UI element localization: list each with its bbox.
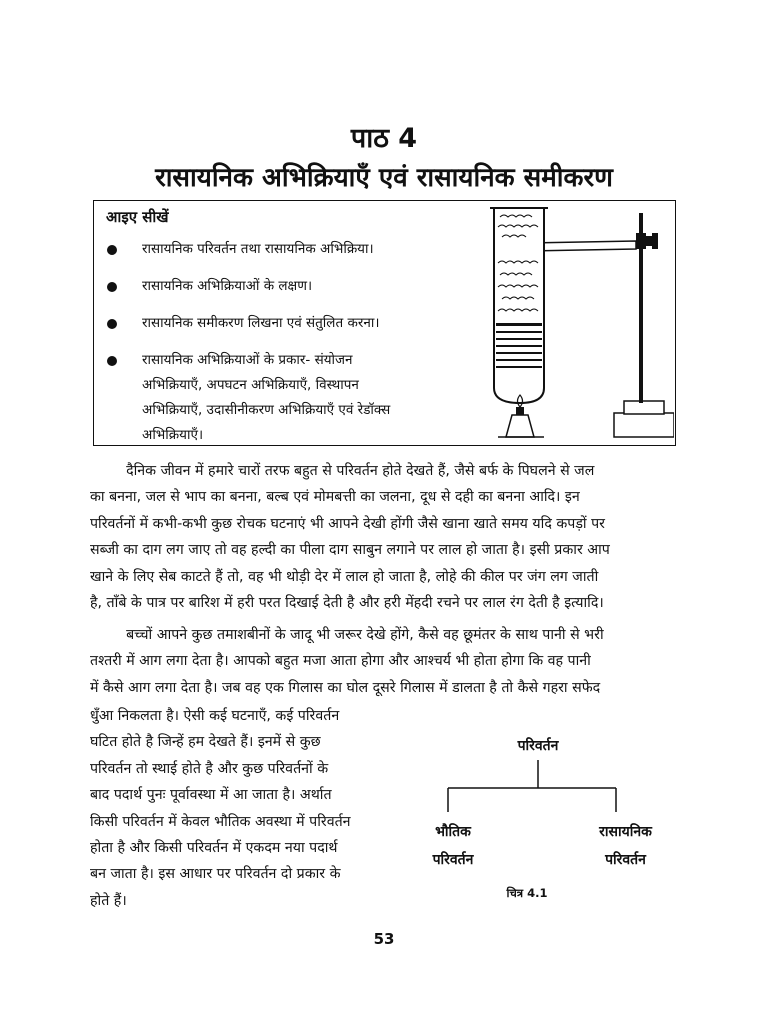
objective-item: रासायनिक अभिक्रियाओं के लक्षण। bbox=[102, 274, 452, 299]
bullet-icon bbox=[107, 245, 117, 255]
figure-caption: चित्र 4.1 bbox=[506, 886, 548, 900]
chapter-number: पाठ 4 bbox=[350, 123, 418, 154]
objectives-list bbox=[102, 237, 452, 460]
test-tube-apparatus-illustration bbox=[484, 203, 674, 443]
diagram-chemical-change-node: रासायनिक परिवर्तन bbox=[599, 824, 652, 868]
bullet-icon bbox=[107, 282, 117, 292]
paragraph-types-of-change: धुँआ निकलता है। ऐसी कई घटनाएँ, कई परिवर्तन घटित होते है जिन्हें हम देखते हैं। इनमें से कुछ परिवर्तन तो स्थाई होते है और कुछ परिवर्तनों के बाद पदार्थ पुनः पूर्वावस्था में आ जाता है। अर्थात किसी परिवर्तन में केवल भौतिक अवस्था में परिवर्तन होता है और किसी परिवर्तन में एकदम नया पदार्थ बन जाता है। इस आधार पर परिवर्तन दो प्रकार के होते हैं। bbox=[90, 708, 351, 909]
page-number: 53 bbox=[373, 930, 395, 948]
diagram-root-node: परिवर्तन bbox=[517, 738, 559, 754]
objective-item: रासायनिक परिवर्तन तथा रासायनिक अभिक्रिया। bbox=[102, 237, 452, 262]
bullet-icon bbox=[107, 319, 117, 329]
objective-item: रासायनिक समीकरण लिखना एवं संतुलित करना। bbox=[102, 311, 452, 336]
paragraph-magic-tricks: बच्चों आपने कुछ तमाशबीनों के जादू भी जरूर देखे होंगे, कैसे वह छूमंतर के साथ पानी से भरी तश्तरी में आग लगा देता है। आपको बहुत मजा आता होगा और आश्चर्य भी होता होगा कि वह पानी में कैसे आग लगा देता है। जब वह एक गिलास का घोल दूसरे गिलास में डालता है तो कैसे गहरा सफेद bbox=[90, 627, 604, 696]
bullet-icon bbox=[107, 356, 117, 366]
change-types-diagram bbox=[418, 736, 680, 906]
chapter-title: रासायनिक अभिक्रियाएँ एवं रासायनिक समीकरण bbox=[155, 163, 613, 193]
learning-objectives-box bbox=[93, 200, 676, 446]
paragraph-everyday-changes: दैनिक जीवन में हमारे चारों तरफ बहुत से परिवर्तन होते देखते हैं, जैसे बर्फ के पिघलने से जल का बनना, जल से भाप का बनना, बल्ब एवं मोमबत्ती का जलना, दूध से दही का बनना आदि। इन परिवर्तनों में कभी-कभी कुछ रोचक घटनाएं भी आपने देखी होंगी जैसे खाना खाते समय यदि कपड़ों पर सब्जी का दाग लग जाए तो वह हल्दी का पीला दाग साबुन लगाने पर लाल हो जाता है। इसी प्रकार आप खाने के लिए सेब काटते हैं तो, वह भी थोड़ी देर में लाल हो जाता है, लोहे की कील पर जंग लग जाती है, ताँबे के पात्र पर बारिश में हरी परत दिखाई देती है और हरी मेंहदी रचने पर लाल रंग देती है इत्यादि। bbox=[90, 463, 610, 612]
objective-item: रासायनिक अभिक्रियाओं के प्रकार- संयोजन अभिक्रियाएँ, अपघटन अभिक्रियाएँ, विस्थापन अभिक्रियाएँ, उदासीनीकरण अभिक्रियाएँ एवं रेडॉक्स अभिक्रियाएँ। bbox=[102, 348, 452, 448]
objectives-heading: आइए सीखें bbox=[106, 208, 169, 226]
diagram-physical-change-node: भौतिक परिवर्तन bbox=[432, 824, 474, 868]
